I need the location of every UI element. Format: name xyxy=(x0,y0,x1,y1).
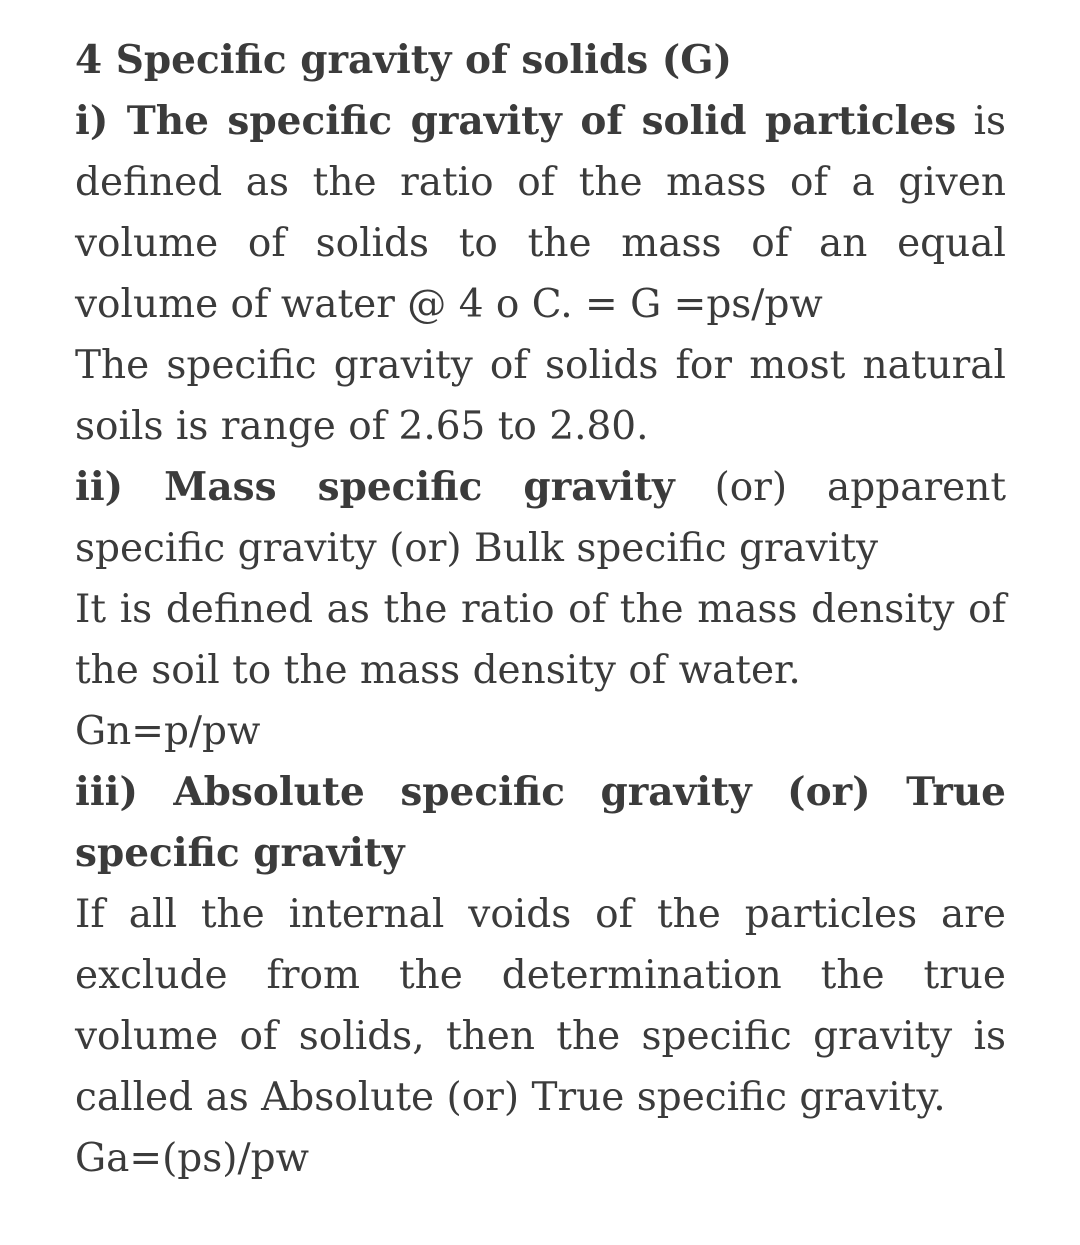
part3-heading: iii) Absolute specific gravity (or) True specific gravity xyxy=(75,769,1006,876)
part2-definition: It is defined as the ratio of the mass density of the soil to the mass density of water. xyxy=(75,587,1006,693)
part2-heading-paragraph xyxy=(75,457,1006,579)
part1-definition: is defined as the ratio of the mass of a given volume of solids to the mass of an equal volume of water @ 4 o C. = G =ps/pw xyxy=(75,99,1006,327)
part1-range-note: The specific gravity of solids for most natural soils is range of 2.65 to 2.80. xyxy=(75,343,1006,449)
part3-definition: If all the internal voids of the particles are exclude from the determination the true volume of solids, then the specific gravity is called as Absolute (or) True specific gravity. xyxy=(75,892,1006,1120)
part3-formula: Ga=(ps)/pw xyxy=(75,1136,309,1181)
part2-heading: ii) Mass specific gravity xyxy=(75,464,675,510)
part2-formula: Gn=p/pw xyxy=(75,709,261,754)
document-body xyxy=(75,30,1006,1189)
section-title: 4 Specific gravity of solids (G) xyxy=(75,37,733,83)
part1-paragraph xyxy=(75,91,1006,335)
part2-heading-tail: (or) apparent specific gravity (or) Bulk specific gravity xyxy=(75,465,1006,571)
part1-heading: i) The specific gravity of solid particles xyxy=(75,98,957,144)
